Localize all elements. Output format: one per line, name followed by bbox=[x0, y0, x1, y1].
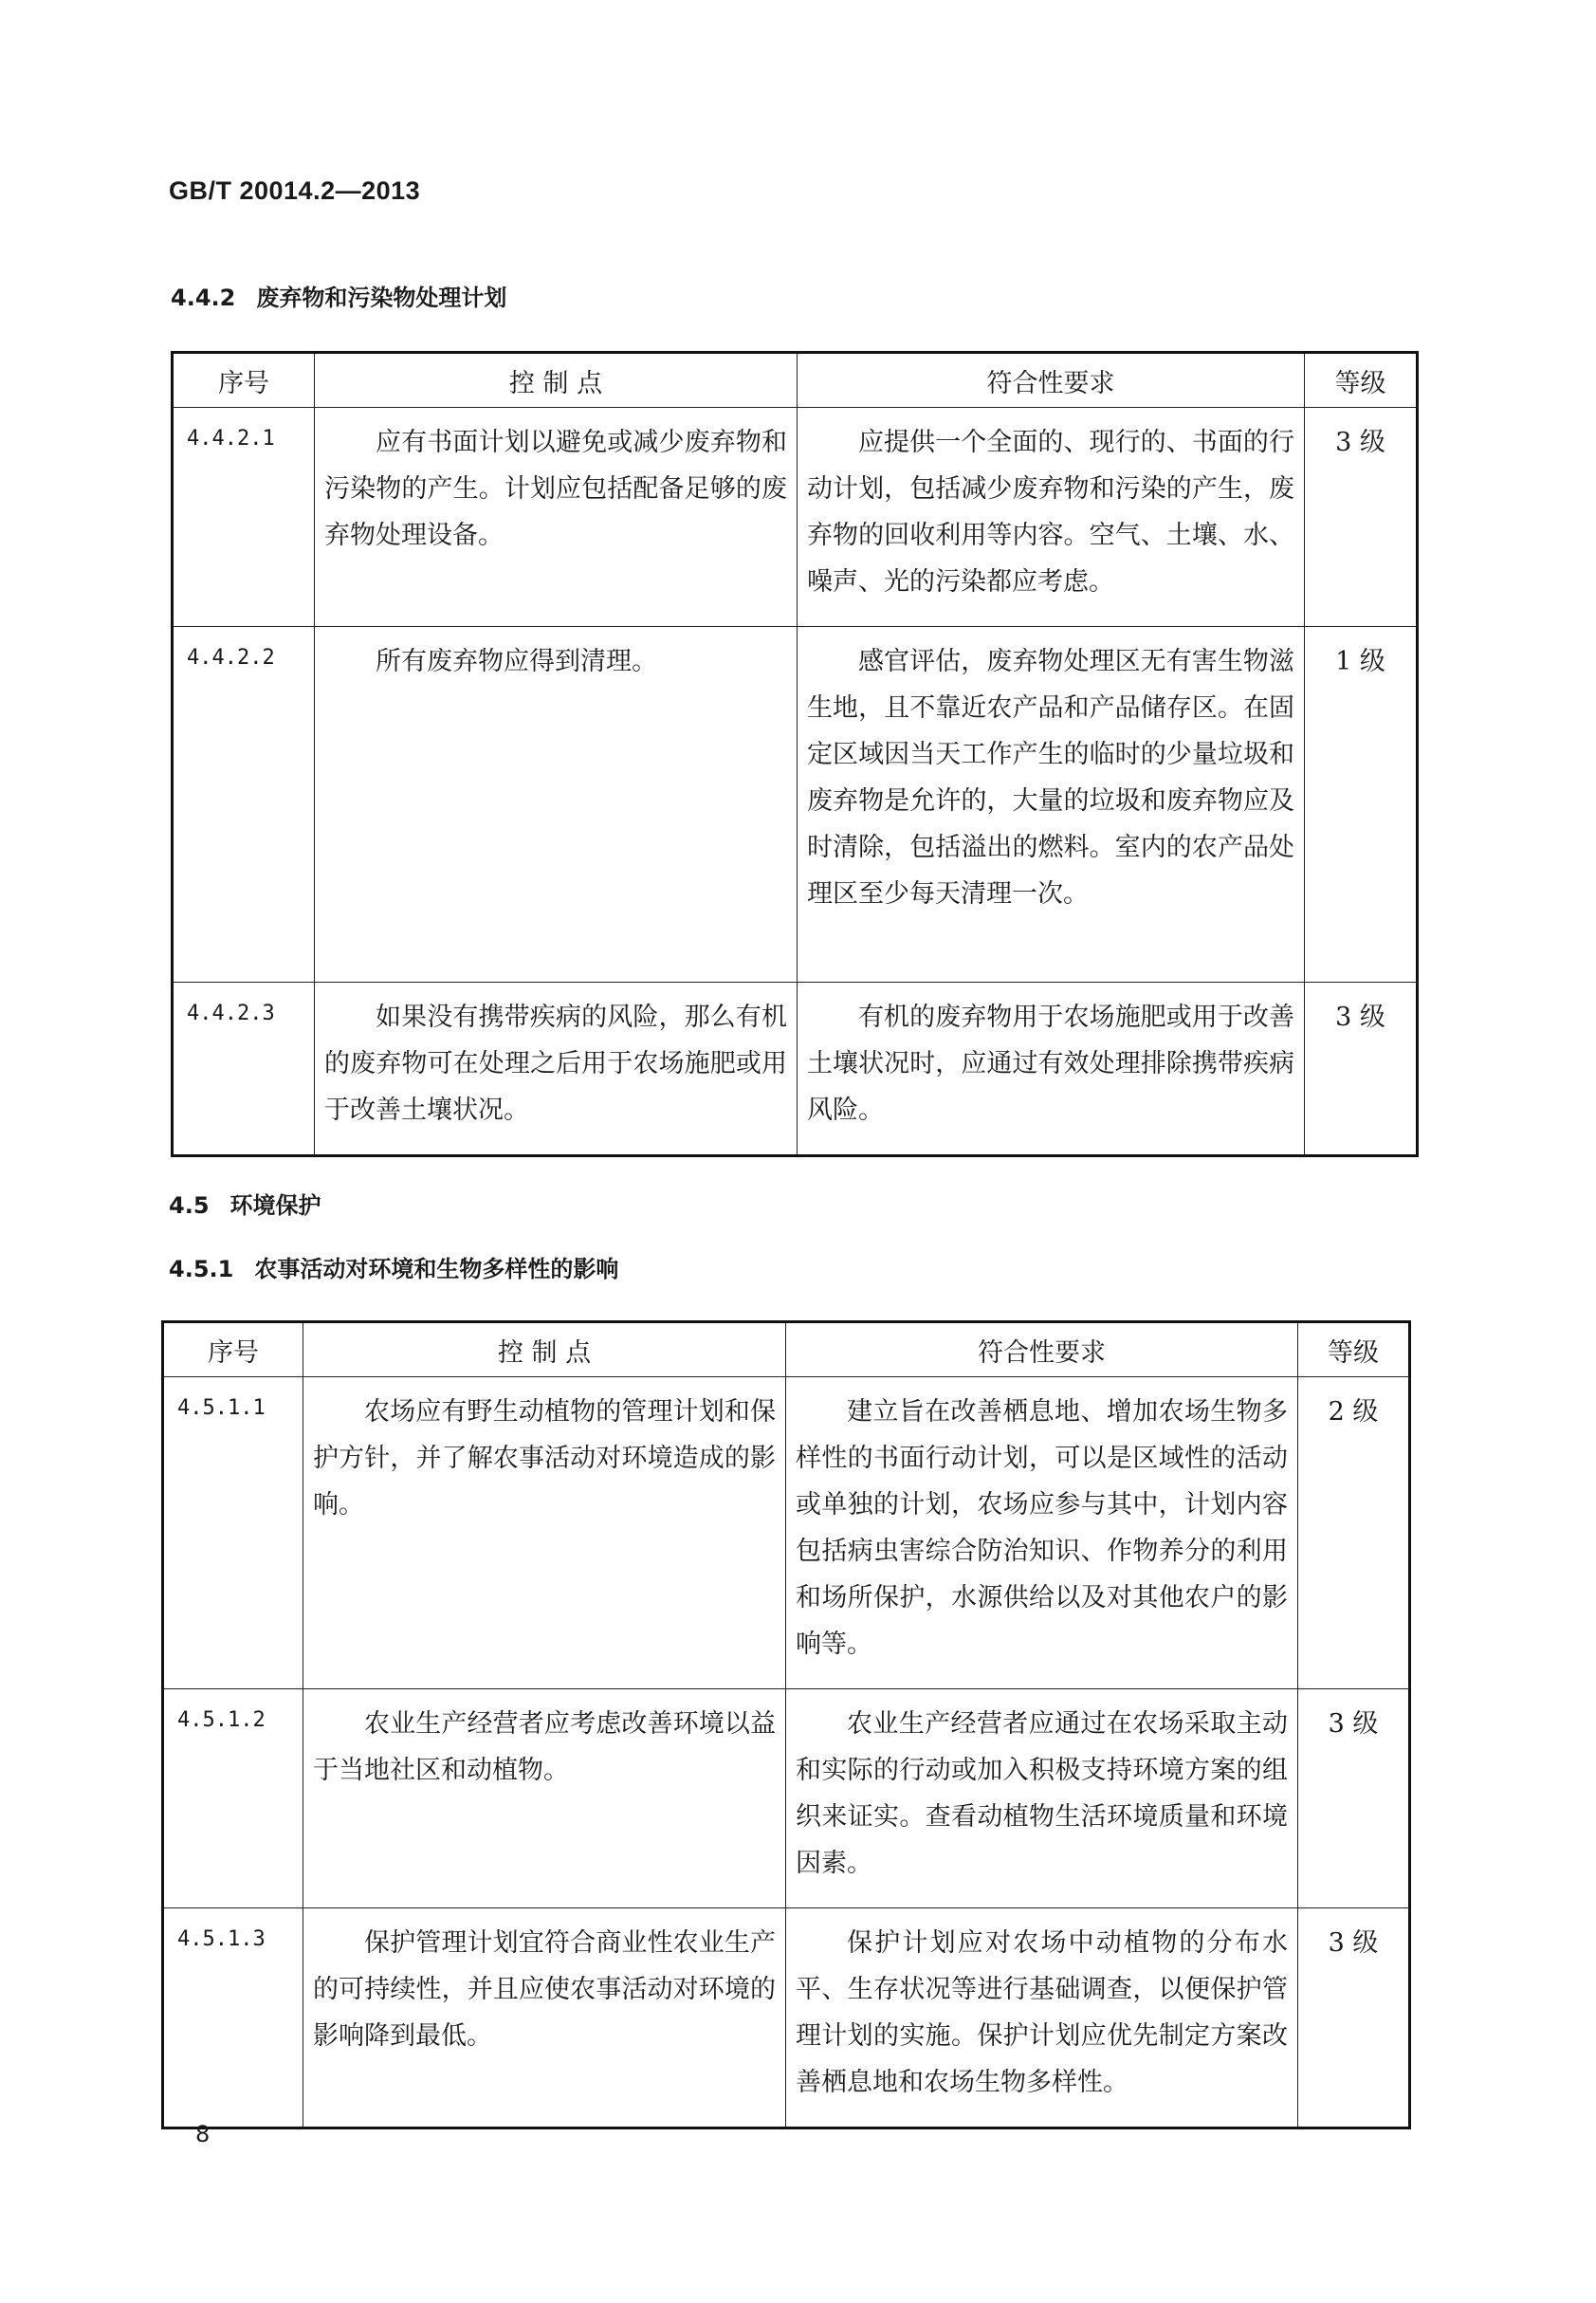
section-heading-4-5 bbox=[169, 1187, 321, 1220]
section-number: 4.5 bbox=[169, 1192, 210, 1219]
header-control: 控 制 点 bbox=[315, 353, 798, 408]
row-number: 4.4.2.2 bbox=[173, 627, 315, 983]
row-level: 2 级 bbox=[1298, 1377, 1410, 1689]
row-requirement: 应提供一个全面的、现行的、书面的行动计划，包括减少废弃物和污染的产生，废弃物的回收利用等内容。空气、土壤、水、噪声、光的污染都应考虑。 bbox=[798, 408, 1305, 627]
row-control-point: 保护管理计划宜符合商业性农业生产的可持续性，并且应使农事活动对环境的影响降到最低。 bbox=[303, 1908, 786, 2128]
environment-impact-table bbox=[161, 1320, 1411, 2129]
row-control-point: 农场应有野生动植物的管理计划和保护方针，并了解农事活动对环境造成的影响。 bbox=[303, 1377, 786, 1689]
row-number: 4.4.2.1 bbox=[173, 408, 315, 627]
row-level: 1 级 bbox=[1305, 627, 1418, 983]
row-level: 3 级 bbox=[1298, 1689, 1410, 1908]
row-number: 4.4.2.3 bbox=[173, 983, 315, 1156]
row-requirement: 感官评估，废弃物处理区无有害生物滋生地，且不靠近农产品和产品储存区。在固定区域因当天工作产生的临时的少量垃圾和废弃物是允许的，大量的垃圾和废弃物应及时清除，包括溢出的燃料。室内的农产品处理区至少每天清理一次。 bbox=[798, 627, 1305, 983]
section-number: 4.4.2 bbox=[171, 285, 236, 311]
header-level: 等级 bbox=[1305, 353, 1418, 408]
row-requirement: 有机的废弃物用于农场施肥或用于改善土壤状况时，应通过有效处理排除携带疾病风险。 bbox=[798, 983, 1305, 1156]
section-number: 4.5.1 bbox=[169, 1256, 234, 1282]
header-no: 序号 bbox=[173, 353, 315, 408]
row-control-point: 如果没有携带疾病的风险，那么有机的废弃物可在处理之后用于农场施肥或用于改善土壤状况。 bbox=[315, 983, 798, 1156]
table-row bbox=[173, 408, 1418, 627]
row-level: 3 级 bbox=[1305, 408, 1418, 627]
row-level: 3 级 bbox=[1305, 983, 1418, 1156]
row-control-point: 所有废弃物应得到清理。 bbox=[315, 627, 798, 983]
table-row bbox=[163, 1377, 1410, 1689]
table-row bbox=[173, 627, 1418, 983]
section-title: 环境保护 bbox=[229, 1192, 321, 1219]
row-number: 4.5.1.1 bbox=[163, 1377, 303, 1689]
header-requirement: 符合性要求 bbox=[786, 1322, 1298, 1377]
header-control: 控 制 点 bbox=[303, 1322, 786, 1377]
row-requirement: 保护计划应对农场中动植物的分布水平、生存状况等进行基础调查，以便保护管理计划的实施。保护计划应优先制定方案改善栖息地和农场生物多样性。 bbox=[786, 1908, 1298, 2128]
table-header-row bbox=[163, 1322, 1410, 1377]
header-no: 序号 bbox=[163, 1322, 303, 1377]
row-requirement: 农业生产经营者应通过在农场采取主动和实际的行动或加入积极支持环境方案的组织来证实。查看动植物生活环境质量和环境因素。 bbox=[786, 1689, 1298, 1908]
section-title: 农事活动对环境和生物多样性的影响 bbox=[254, 1256, 619, 1282]
row-level: 3 级 bbox=[1298, 1908, 1410, 2128]
section-title: 废弃物和污染物处理计划 bbox=[256, 285, 507, 311]
section-heading-4-5-1 bbox=[169, 1250, 618, 1283]
header-requirement: 符合性要求 bbox=[798, 353, 1305, 408]
table-row bbox=[163, 1908, 1410, 2128]
page-number: 8 bbox=[195, 2121, 211, 2147]
row-control-point: 农业生产经营者应考虑改善环境以益于当地社区和动植物。 bbox=[303, 1689, 786, 1908]
waste-plan-table bbox=[171, 351, 1419, 1157]
row-requirement: 建立旨在改善栖息地、增加农场生物多样性的书面行动计划，可以是区域性的活动或单独的计划，农场应参与其中，计划内容包括病虫害综合防治知识、作物养分的利用和场所保护，水源供给以及对其他农户的影响等。 bbox=[786, 1377, 1298, 1689]
row-number: 4.5.1.2 bbox=[163, 1689, 303, 1908]
table-header-row bbox=[173, 353, 1418, 408]
header-level: 等级 bbox=[1298, 1322, 1410, 1377]
table-row bbox=[163, 1689, 1410, 1908]
section-heading-4-4-2 bbox=[171, 279, 506, 312]
row-number: 4.5.1.3 bbox=[163, 1908, 303, 2128]
table-row bbox=[173, 983, 1418, 1156]
row-control-point: 应有书面计划以避免或减少废弃物和污染物的产生。计划应包括配备足够的废弃物处理设备。 bbox=[315, 408, 798, 627]
document-code: GB/T 20014.2—2013 bbox=[169, 176, 421, 205]
